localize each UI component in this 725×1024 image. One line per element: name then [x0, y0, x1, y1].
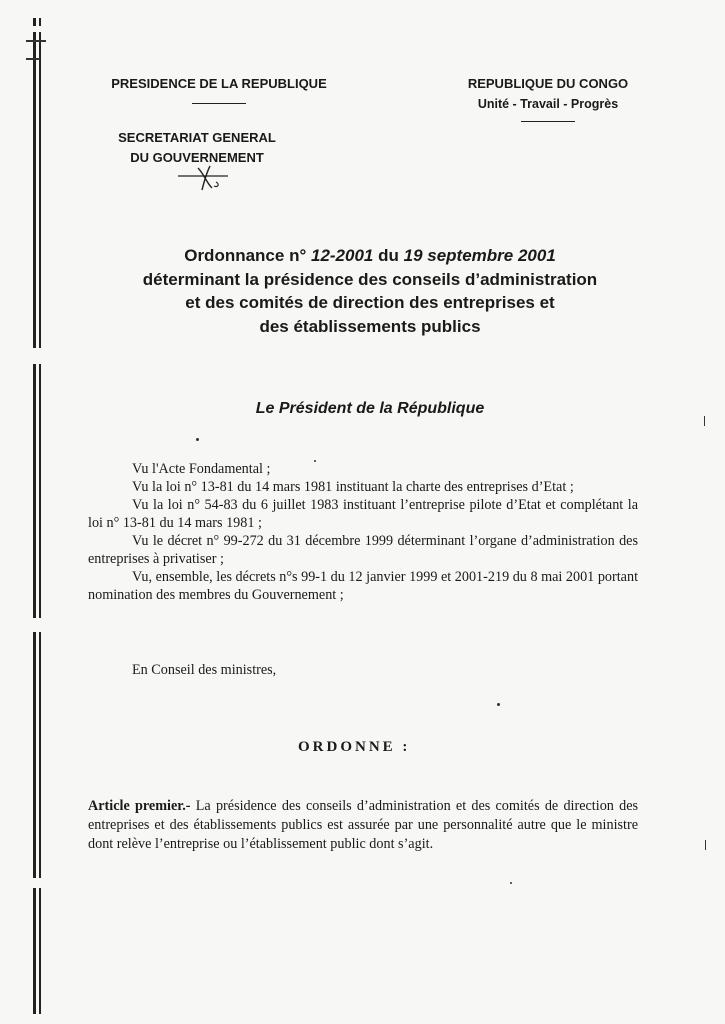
title-line-4: des établissements publics: [259, 316, 481, 336]
visa-item: Vu, ensemble, les décrets n°s 99-1 du 12 janvier 1999 et 2001-219 du 8 mai 2001 portant nomination des membres du Gouvernement ;: [88, 569, 639, 603]
ordinance-number: 12-2001: [310, 246, 374, 265]
council-line: En Conseil des ministres,: [132, 662, 277, 678]
republic-header: [452, 76, 644, 122]
header-rule: [192, 103, 246, 104]
visa-item: Vu l'Acte Fondamental ;: [132, 461, 271, 477]
article-premier: [88, 797, 638, 854]
scan-speck: [497, 703, 500, 706]
ordinance-date: 19 septembre 2001: [403, 246, 556, 265]
visa-item: Vu la loi n° 54-83 du 6 juillet 1983 instituant l’entreprise pilote d’Etat et complétant la loi n° 13-81 du 14 mars 1981 ;: [88, 497, 638, 531]
republic-title: REPUBLIQUE DU CONGO: [467, 76, 629, 91]
binding-tick: [26, 58, 40, 60]
title-line-1: [70, 244, 670, 268]
binding-tick: [26, 40, 46, 42]
scan-speck: [314, 460, 316, 462]
ordinance-title: [70, 244, 670, 338]
visa-item: Vu le décret n° 99-272 du 31 décembre 1999 déterminant l’organe d’administration des entreprises à privatiser ;: [88, 533, 638, 567]
article-label: Article premier.-: [88, 798, 191, 814]
header-rule: [521, 121, 575, 122]
visas-block: [88, 460, 638, 604]
binding-gap: [28, 618, 46, 632]
binding-margin: [30, 18, 44, 1014]
national-motto: Unité - Travail - Progrès: [477, 97, 619, 111]
scan-speck: [510, 882, 512, 884]
binding-gap: [28, 348, 46, 364]
title-line-3: et des comités de direction des entreprises et: [185, 293, 555, 312]
title-du: du: [378, 246, 399, 265]
title-line-2: déterminant la présidence des conseils d’administration: [142, 269, 598, 289]
binding-line: [33, 18, 36, 1014]
secretariat-line: DU GOUVERNEMENT: [130, 150, 264, 165]
visa-item: Vu la loi n° 13-81 du 14 mars 1981 instituant la charte des entreprises d’Etat ;: [132, 479, 574, 495]
binding-gap: [28, 878, 46, 888]
ordonne-heading: ORDONNE :: [298, 739, 411, 755]
presidency-header: [88, 76, 350, 104]
article-text: La présidence des conseils d’administration et des comités de direction des entreprises et des établissements publics est assurée par une personnalité autre que le ministre dont relève l’entreprise ou l’établissement public dont s’agit.: [88, 798, 639, 852]
issuing-authority: Le Président de la République: [255, 400, 485, 417]
scan-speck: [705, 840, 706, 850]
binding-line: [39, 18, 41, 1014]
title-prefix: Ordonnance n°: [184, 246, 307, 265]
scan-speck: [196, 438, 199, 441]
secretariat-line: SECRETARIAT GENERAL: [118, 130, 276, 145]
presidency-title: PRESIDENCE DE LA REPUBLIQUE: [111, 76, 327, 91]
scan-speck: [704, 416, 705, 426]
binding-gap: [28, 26, 46, 32]
handwritten-mark-icon: [174, 162, 234, 194]
